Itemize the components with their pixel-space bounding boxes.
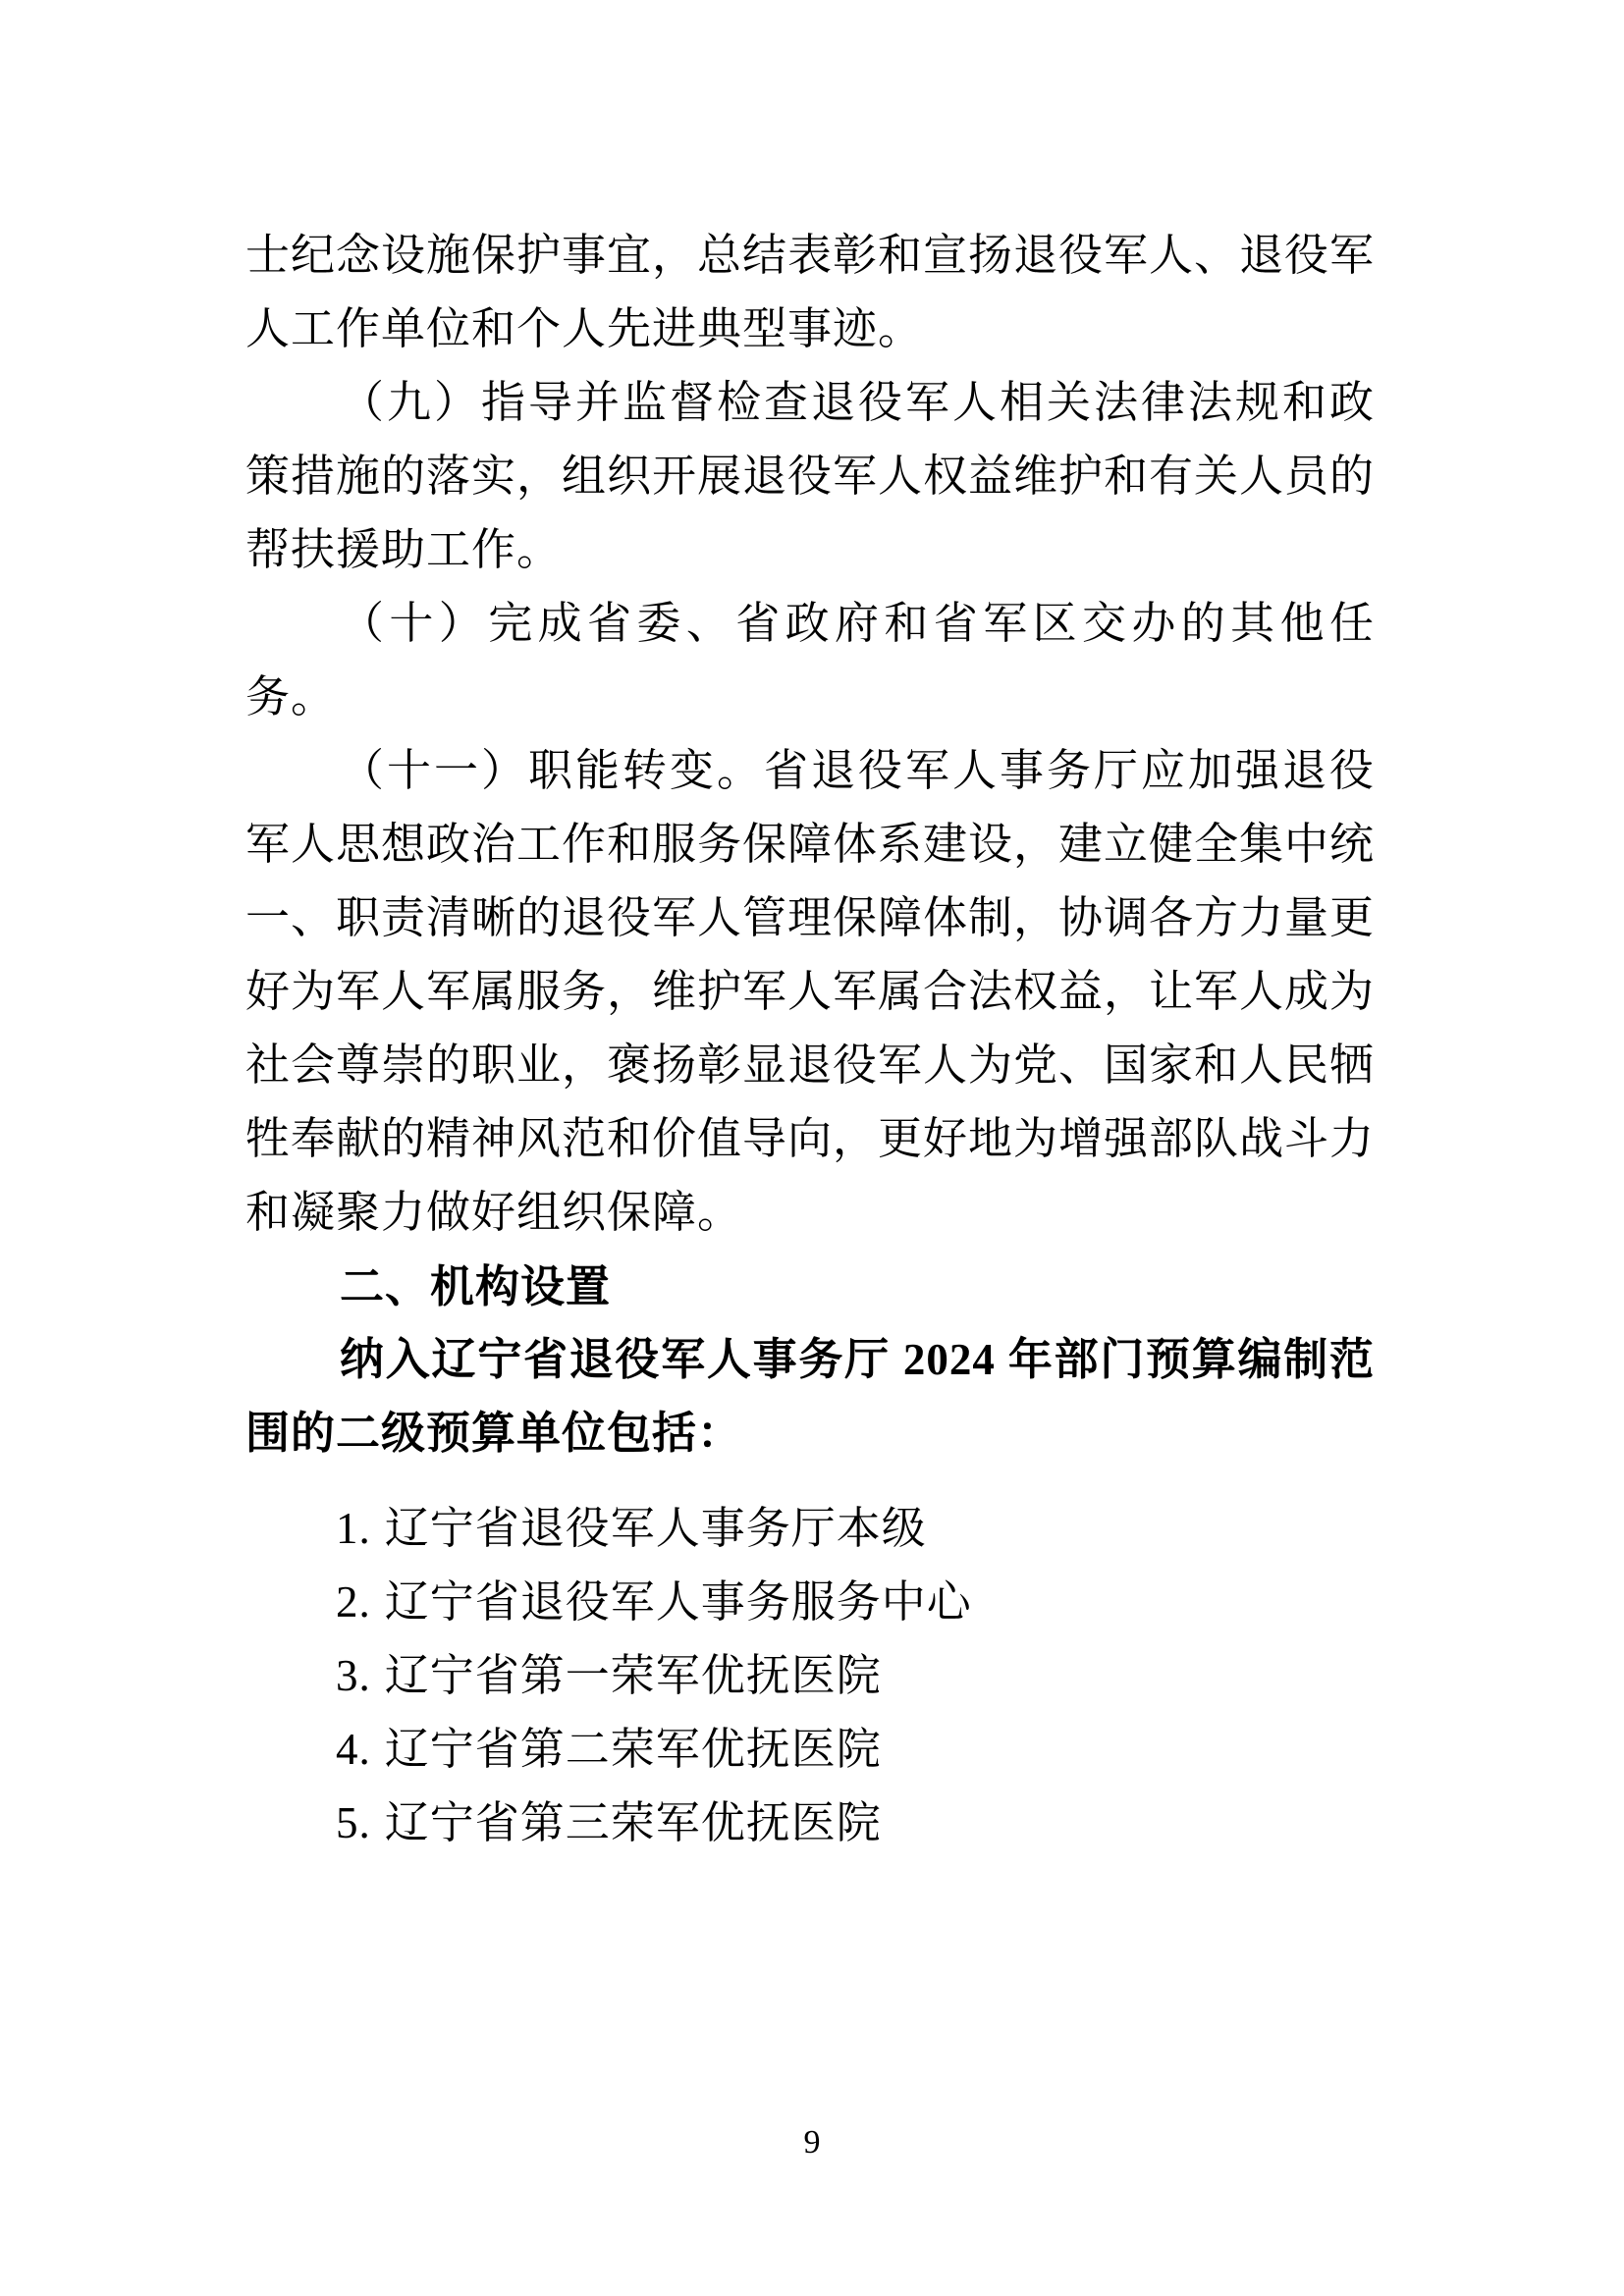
budget-unit-item-2 <box>336 1566 1375 1639</box>
budget-unit-name: 辽宁省退役军人事务厅本级 <box>384 1504 927 1553</box>
paragraph-duty-nine: （九）指导并监督检查退役军人相关法律法规和政策措施的落实，组织开展退役军人权益维护和有关人员的帮扶援助工作。 <box>245 378 1376 574</box>
paragraph-budget-scope-intro: 纳入辽宁省退役军人事务厅 2024 年部门预算编制范围的二级预算单位包括： <box>245 1335 1375 1458</box>
budget-unit-name: 辽宁省退役军人事务服务中心 <box>384 1577 972 1627</box>
budget-unit-item-4 <box>336 1713 1375 1787</box>
budget-unit-number: 1. <box>336 1504 371 1553</box>
budget-unit-item-1 <box>336 1492 1375 1566</box>
budget-unit-name: 辽宁省第二荣军优抚医院 <box>384 1725 882 1774</box>
budget-unit-item-5 <box>336 1787 1375 1860</box>
paragraph-duty-eleven: （十一）职能转变。省退役军人事务厅应加强退役军人思想政治工作和服务保障体系建设，建立健全集中统一、职责清晰的退役军人管理保障体制，协调各方力量更好为军人军属服务，维护军人军属合法权益，让军人成为社会尊崇的职业，褒扬彰显退役军人为党、国家和人民牺牲奉献的精神风范和价值导向，更好地为增强部队战斗力和凝聚力做好组织保障。 <box>245 746 1376 1237</box>
budget-unit-number: 4. <box>336 1725 371 1774</box>
budget-unit-name: 辽宁省第三荣军优抚医院 <box>384 1798 882 1847</box>
budget-unit-list <box>245 1492 1375 1860</box>
page-body <box>245 219 1375 1860</box>
budget-unit-name: 辽宁省第一荣军优抚医院 <box>384 1651 882 1700</box>
budget-unit-item-3 <box>336 1639 1375 1713</box>
budget-unit-number: 2. <box>336 1577 371 1627</box>
paragraph-duty-ten: （十）完成省委、省政府和省军区交办的其他任务。 <box>245 599 1375 721</box>
page-number: 9 <box>803 2124 821 2161</box>
section-heading-organization-setup: 二、机构设置 <box>340 1261 612 1311</box>
budget-unit-number: 5. <box>336 1798 371 1847</box>
paragraph-memorial-protection: 士纪念设施保护事宜，总结表彰和宣扬退役军人、退役军人工作单位和个人先进典型事迹。 <box>245 231 1376 353</box>
budget-unit-number: 3. <box>336 1651 371 1700</box>
